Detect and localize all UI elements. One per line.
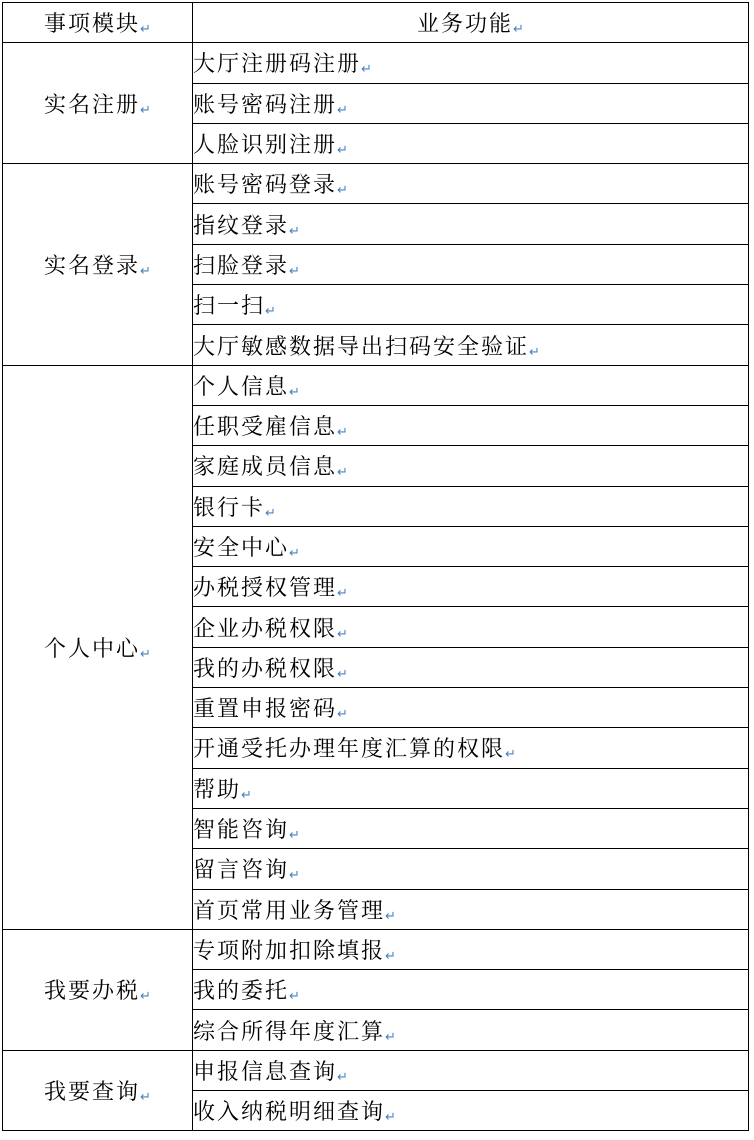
paragraph-mark-icon: ↵ xyxy=(289,263,300,279)
table-row xyxy=(3,164,749,204)
paragraph-mark-icon: ↵ xyxy=(385,1110,396,1126)
module-label: 实名登录 xyxy=(44,253,141,279)
feature-label: 重置申报密码 xyxy=(193,697,338,723)
module-cell xyxy=(3,929,193,1050)
module-label: 我要办税 xyxy=(44,979,141,1005)
feature-label: 任职受雇信息 xyxy=(193,415,338,441)
paragraph-mark-icon: ↵ xyxy=(385,948,396,964)
feature-cell xyxy=(193,486,749,526)
feature-cell xyxy=(193,405,749,445)
feature-cell xyxy=(193,607,749,647)
feature-cell xyxy=(193,204,749,244)
paragraph-mark-icon: ↵ xyxy=(265,304,276,320)
feature-cell xyxy=(193,567,749,607)
table-row xyxy=(3,929,749,969)
paragraph-mark-icon: ↵ xyxy=(337,666,348,682)
paragraph-mark-icon: ↵ xyxy=(505,747,516,763)
feature-cell xyxy=(193,849,749,889)
paragraph-mark-icon: ↵ xyxy=(289,989,300,1005)
feature-label: 人脸识别注册 xyxy=(193,133,338,159)
feature-cell xyxy=(193,285,749,325)
module-cell xyxy=(3,1050,193,1131)
table-header-row xyxy=(3,3,749,43)
table-row xyxy=(3,1050,749,1090)
feature-cell xyxy=(193,83,749,123)
header-feature-cell xyxy=(193,3,749,43)
feature-label: 综合所得年度汇算 xyxy=(193,1019,386,1045)
paragraph-mark-icon: ↵ xyxy=(513,22,524,38)
feature-label: 账号密码登录 xyxy=(193,173,338,199)
feature-cell xyxy=(193,1091,749,1131)
feature-cell xyxy=(193,808,749,848)
paragraph-mark-icon: ↵ xyxy=(385,1029,396,1045)
paragraph-mark-icon: ↵ xyxy=(337,1069,348,1085)
paragraph-mark-icon: ↵ xyxy=(140,989,151,1005)
feature-cell xyxy=(193,123,749,163)
feature-label: 账号密码注册 xyxy=(193,92,338,118)
paragraph-mark-icon: ↵ xyxy=(265,505,276,521)
feature-cell xyxy=(193,325,749,365)
feature-cell xyxy=(193,647,749,687)
feature-label: 扫一扫 xyxy=(193,294,266,320)
feature-cell xyxy=(193,889,749,929)
feature-cell xyxy=(193,970,749,1010)
module-label: 实名注册 xyxy=(44,92,141,118)
header-module-label: 事项模块 xyxy=(44,12,141,38)
module-label: 我要查询 xyxy=(44,1080,141,1106)
header-module-cell xyxy=(3,3,193,43)
feature-label: 指纹登录 xyxy=(193,213,290,239)
paragraph-mark-icon: ↵ xyxy=(337,425,348,441)
module-cell xyxy=(3,43,193,164)
paragraph-mark-icon: ↵ xyxy=(385,908,396,924)
paragraph-mark-icon: ↵ xyxy=(289,868,300,884)
paragraph-mark-icon: ↵ xyxy=(337,707,348,723)
feature-label: 智能咨询 xyxy=(193,818,290,844)
feature-cell xyxy=(193,43,749,83)
paragraph-mark-icon: ↵ xyxy=(361,62,372,78)
feature-cell xyxy=(193,768,749,808)
paragraph-mark-icon: ↵ xyxy=(529,344,540,360)
table-body xyxy=(3,43,749,1131)
feature-cell xyxy=(193,728,749,768)
paragraph-mark-icon: ↵ xyxy=(337,143,348,159)
feature-label: 收入纳税明细查询 xyxy=(193,1100,386,1126)
paragraph-mark-icon: ↵ xyxy=(337,102,348,118)
feature-label: 留言咨询 xyxy=(193,858,290,884)
feature-label: 帮助 xyxy=(193,777,242,803)
feature-cell xyxy=(193,446,749,486)
module-cell xyxy=(3,164,193,365)
paragraph-mark-icon: ↵ xyxy=(337,465,348,481)
feature-label: 安全中心 xyxy=(193,536,290,561)
feature-cell xyxy=(193,929,749,969)
feature-cell xyxy=(193,688,749,728)
feature-label: 大厅敏感数据导出扫码安全验证 xyxy=(193,334,530,360)
paragraph-mark-icon: ↵ xyxy=(337,586,348,602)
feature-label: 企业办税权限 xyxy=(193,616,338,642)
paragraph-mark-icon: ↵ xyxy=(289,384,300,400)
paragraph-mark-icon: ↵ xyxy=(289,223,300,239)
module-label: 个人中心 xyxy=(44,636,141,662)
table-row xyxy=(3,365,749,405)
paragraph-mark-icon: ↵ xyxy=(140,102,151,118)
feature-label: 专项附加扣除填报 xyxy=(193,938,386,964)
feature-label: 扫脸登录 xyxy=(193,253,290,279)
feature-label: 我的办税权限 xyxy=(193,656,338,682)
feature-label: 首页常用业务管理 xyxy=(193,898,386,924)
feature-label: 家庭成员信息 xyxy=(193,455,338,481)
feature-label: 大厅注册码注册 xyxy=(193,52,362,78)
feature-label: 银行卡 xyxy=(193,495,266,521)
feature-label: 个人信息 xyxy=(193,374,290,400)
paragraph-mark-icon: ↵ xyxy=(289,828,300,844)
paragraph-mark-icon: ↵ xyxy=(289,546,300,561)
feature-cell xyxy=(193,164,749,204)
paragraph-mark-icon: ↵ xyxy=(140,263,151,279)
table-row xyxy=(3,43,749,83)
feature-label: 我的委托 xyxy=(193,979,290,1005)
function-table xyxy=(2,2,749,1131)
paragraph-mark-icon: ↵ xyxy=(337,183,348,199)
header-feature-label: 业务功能 xyxy=(417,12,514,38)
paragraph-mark-icon: ↵ xyxy=(140,22,151,38)
feature-cell xyxy=(193,365,749,405)
paragraph-mark-icon: ↵ xyxy=(241,787,252,803)
feature-label: 申报信息查询 xyxy=(193,1059,338,1085)
paragraph-mark-icon: ↵ xyxy=(140,646,151,662)
feature-label: 办税授权管理 xyxy=(193,576,338,602)
feature-cell xyxy=(193,1010,749,1050)
feature-cell xyxy=(193,1050,749,1090)
paragraph-mark-icon: ↵ xyxy=(140,1090,151,1106)
feature-label: 开通受托办理年度汇算的权限 xyxy=(193,737,506,763)
paragraph-mark-icon: ↵ xyxy=(337,626,348,642)
feature-cell xyxy=(193,526,749,566)
module-cell xyxy=(3,365,193,929)
feature-cell xyxy=(193,244,749,284)
